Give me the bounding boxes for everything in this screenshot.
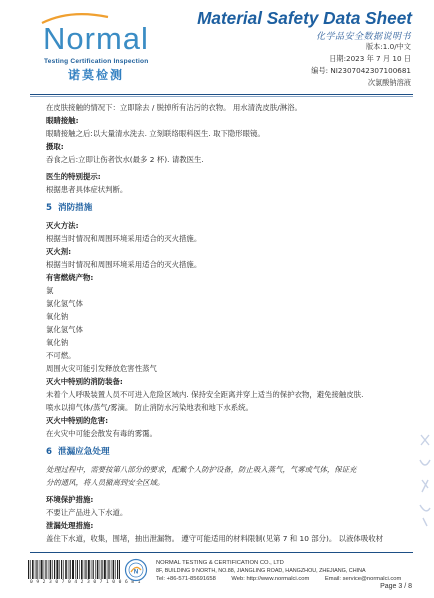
hazardous-product-item: 不可燃。 [46, 351, 76, 360]
protective-equipment-label: 灭火中特别的消防装备: [46, 377, 123, 386]
footer-divider [30, 552, 413, 553]
document-body [46, 101, 406, 545]
document-version: 版本:1.0/中文 [365, 42, 411, 51]
skin-contact-text: 在皮肤接触的情况下：立即除去 / 脱掉所有沾污的衣物。 用水清洗皮肤/淋浴。 [46, 103, 302, 112]
document-title-cn: 化学品安全数据说明书 [315, 32, 411, 42]
svg-text:N: N [133, 569, 139, 576]
hazardous-products-label: 有害燃烧产物: [46, 273, 94, 282]
hazardous-product-item: 周围火灾可能引发释放危害性蒸气 [46, 364, 157, 373]
section-6-number: 6 [46, 447, 52, 457]
company-logo-text: Normal [43, 21, 149, 56]
spill-cleanup-text: 盖住下水道，收集，围堵，抽出泄漏物。 遵守可能适用的材料限制(见第 7 和 10 部分)。 以液体吸收材 [46, 534, 383, 543]
section-6-text-2: 分的通风，将人员撤离到安全区域。 [46, 478, 165, 487]
document-number: 编号: NI2307042307100681 [311, 66, 411, 75]
hazardous-product-item: 氧化钠 [46, 338, 69, 347]
company-seal-icon [124, 558, 148, 582]
extinguishing-agent-text: 根据当时情况和周围环境采用适合的灭火措施。 [46, 260, 202, 269]
document-date: 日期:2023 年 7 月 10 日 [329, 54, 411, 63]
side-stamp-mark [418, 430, 432, 530]
footer-tel: Tel: +86-571-85691658 [156, 576, 216, 582]
extinguishing-method-text: 根据当时情况和周围环境采用适合的灭火措施。 [46, 234, 202, 243]
barcode-number: 0 9 2 3 0 7 0 4 2 3 0 7 1 0 0 6 8 1 [30, 580, 141, 585]
page-number: Page 3 / 8 [380, 583, 412, 590]
hazardous-product-item: 氯化氢气体 [46, 299, 83, 308]
environmental-text: 不要让产品进入下水道。 [46, 508, 128, 517]
section-5-number: 5 [46, 203, 52, 213]
protective-equipment-text-2: 喷水以抑气体/蒸气/雾滴。 防止消防水污染地表和地下水系统。 [46, 403, 253, 412]
environmental-label: 环境保护措施: [46, 495, 94, 504]
section-6-text-1: 处理过程中，需要按第八部分的要求，配戴个人防护设备，防止吸入蒸气，气雾或气体，保证充 [46, 465, 357, 474]
section-6-heading [46, 446, 406, 459]
barcode-icon [28, 560, 120, 579]
spill-cleanup-label: 泄漏处理措施: [46, 521, 94, 530]
ingestion-label: 摄取: [46, 142, 64, 151]
company-logo-chinese: 诺莫检测 [68, 68, 125, 82]
footer-address: 8F, BUILDING 9 NORTH, NO.88, JIANGLING ROAD, HANGZHOU, ZHEJIANG, CHINA [156, 568, 366, 574]
section-6-title: 泄漏应急处理 [57, 447, 110, 457]
special-hazard-label: 灭火中特别的危害: [46, 416, 109, 425]
header-divider [30, 94, 413, 95]
protective-equipment-text-1: 未着个人呼吸装置人员不可进入危险区域内. 保持安全距离并穿上适当的保护衣物，避免接触皮肤. [46, 390, 364, 399]
extinguishing-agent-label: 灭火剂: [46, 247, 72, 256]
extinguishing-method-label: 灭火方法: [46, 221, 79, 230]
hazardous-product-item: 氯化氢气体 [46, 325, 83, 334]
section-5-title: 消防措施 [57, 203, 93, 213]
ingestion-text: 吞食之后:立即让伤者饮水(最多 2 杯). 请教医生. [46, 155, 204, 164]
header-divider-thin [30, 96, 413, 97]
company-logo-subtitle: Testing Certification Inspection [44, 58, 149, 65]
eye-contact-text: 眼睛接触之后:以大量清水洗去. 立刻联络眼科医生. 取下隐形眼镜。 [46, 129, 265, 138]
footer-contact [156, 576, 401, 582]
footer-email: Email: service@normalci.com [324, 576, 402, 582]
stamp-icon [418, 430, 432, 530]
hazardous-product-item: 氯 [46, 286, 54, 295]
document-title-en: Material Safety Data Sheet [197, 8, 412, 28]
doctor-note-text: 根据患者具体症状判断。 [46, 185, 128, 194]
hazardous-product-item: 氧化钠 [46, 312, 69, 321]
product-name: 次氯酸钠溶液 [367, 78, 411, 87]
doctor-note-label: 医生的特别提示: [46, 172, 101, 181]
eye-contact-label: 眼睛接触: [46, 116, 79, 125]
section-5-heading [46, 202, 406, 215]
footer-company-name: NORMAL TESTING & CERTIFICATION CO., LTD [156, 560, 284, 566]
footer-web: Web: http://www.normalci.com [231, 576, 310, 582]
special-hazard-text: 在火灾中可能会散发有毒的雾霭。 [46, 429, 157, 438]
